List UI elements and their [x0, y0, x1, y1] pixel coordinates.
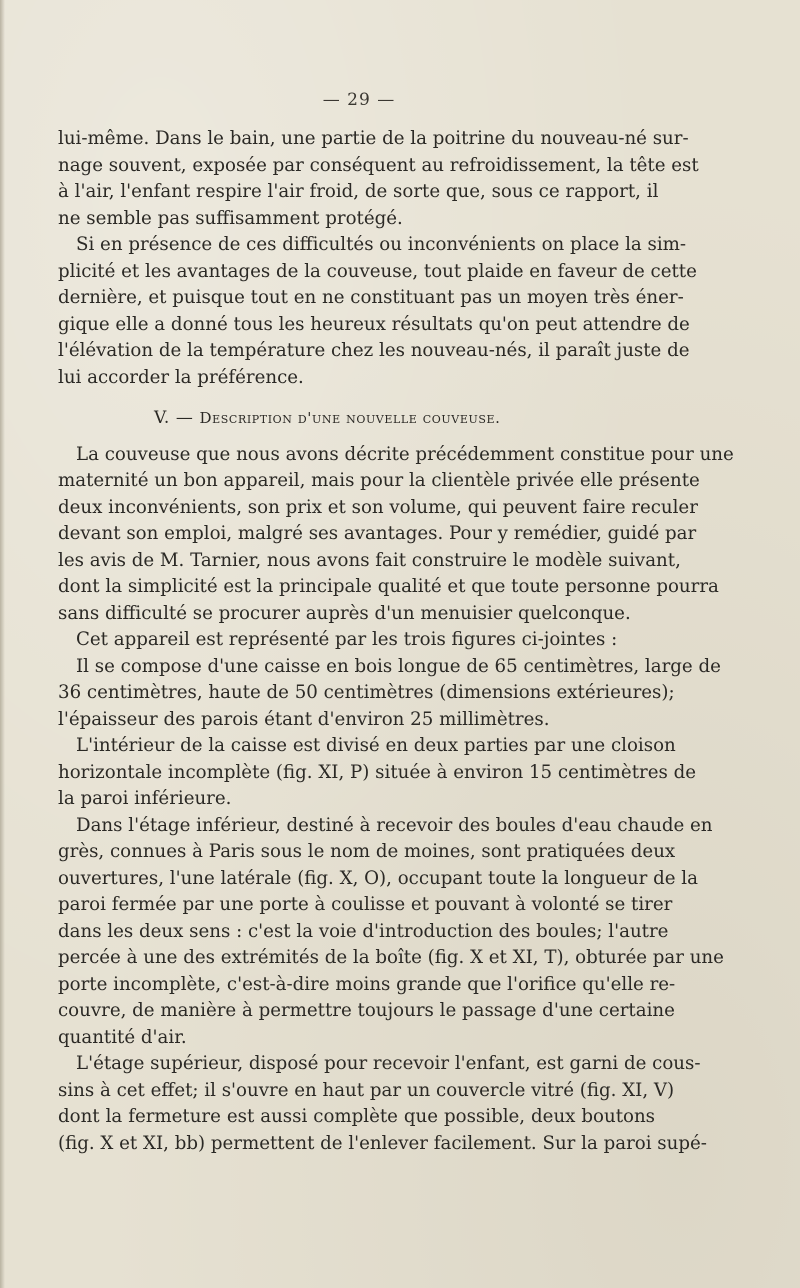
section-title: Description d'une nouvelle couveuse. [199, 409, 501, 427]
text-line: Cet appareil est représenté par les trois figures ci-jointes : [76, 629, 618, 650]
text-line: quantité d'air. [58, 1026, 187, 1048]
text-line: Si en présence de ces difficultés ou inconvénients on place la sim- [76, 234, 687, 255]
text-line: L'intérieur de la caisse est divisé en deux parties par une cloison [76, 735, 676, 756]
paragraph-dimensions [58, 654, 721, 734]
text-line: ne semble pas suffisamment protégé. [58, 207, 403, 229]
text-line: maternité un bon appareil, mais pour la clientèle privée elle présente [58, 470, 700, 491]
text-line: sans difficulté se procurer auprès d'un menuisier quelconque. [58, 602, 631, 624]
text-line: dont la simplicité est la principale qualité et que toute personne pourra [58, 576, 719, 597]
text-line: La couveuse que nous avons décrite précédemment constitue pour une [76, 443, 734, 465]
text-line: sins à cet effet; il s'ouvre en haut par un couvercle vitré (fig. XI, V) [58, 1079, 675, 1101]
text-line: la paroi inférieure. [58, 788, 232, 809]
text-line: deux inconvénients, son prix et son volume, qui peuvent faire reculer [58, 496, 698, 518]
text-line: couvre, de manière à permettre toujours le passage d'une certaine [58, 1000, 675, 1021]
text-line: l'épaisseur des parois étant d'environ 25 millimètres. [58, 708, 550, 730]
paragraph-continuation [58, 126, 699, 232]
paragraph-simplicity [58, 232, 697, 391]
text-line: l'élévation de la température chez les nouveau-nés, il paraît juste de [58, 340, 690, 361]
text-line: paroi fermée par une porte à coulisse et pouvant à volonté se tirer [58, 894, 673, 915]
text-line: Dans l'étage inférieur, destiné à recevoir des boules d'eau chaude en [76, 814, 713, 836]
text-line: L'étage supérieur, disposé pour recevoir l'enfant, est garni de cous- [76, 1053, 701, 1074]
section-number: V. — [154, 408, 194, 428]
text-line: plicité et les avantages de la couveuse, tout plaide en faveur de cette [58, 260, 697, 282]
text-line: grès, connues à Paris sous le nom de moines, sont pratiquées deux [58, 841, 676, 862]
text-line: dont la fermeture est aussi complète que possible, deux boutons [58, 1106, 655, 1127]
text-line: les avis de M. Tarnier, nous avons fait construire le modèle suivant, [58, 549, 681, 571]
text-line: horizontale incomplète (fig. XI, P) située à environ 15 centimètres de [58, 761, 696, 783]
text-line: lui accorder la préférence. [58, 366, 304, 388]
paragraph-intro [58, 442, 734, 628]
text-line: Il se compose d'une caisse en bois longue de 65 centimètres, large de [76, 655, 721, 677]
text-line: (fig. X et XI, bb) permettent de l'enlever facilement. Sur la paroi supé- [58, 1132, 707, 1154]
text-line: nage souvent, exposée par conséquent au refroidissement, la tête est [58, 154, 699, 176]
text-line: dans les deux sens : c'est la voie d'introduction des boules; l'autre [58, 920, 669, 942]
text-line: devant son emploi, malgré ses avantages. Pour y remédier, guidé par [58, 523, 697, 544]
paragraph-figures [58, 627, 655, 654]
paragraph-interior [58, 733, 696, 813]
body-text [58, 126, 734, 1157]
section-heading [58, 405, 655, 432]
text-line: lui-même. Dans le bain, une partie de la poitrine du nouveau-né sur- [58, 128, 689, 149]
page-number: — 29 — [322, 90, 396, 110]
text-line: dernière, et puisque tout en ne constituant pas un moyen très éner- [58, 287, 684, 308]
text-line: à l'air, l'enfant respire l'air froid, de sorte que, sous ce rapport, il [58, 181, 659, 202]
page-edge-shadow [0, 0, 5, 1288]
text-line: gique elle a donné tous les heureux résultats qu'on peut attendre de [58, 313, 690, 335]
paragraph-lower-stage [58, 813, 724, 1052]
text-line: percée à une des extrémités de la boîte (fig. X et XI, T), obturée par une [58, 947, 724, 968]
text-line: porte incomplète, c'est-à-dire moins grande que l'orifice qu'elle re- [58, 973, 676, 995]
text-line: 36 centimètres, haute de 50 centimètres (dimensions extérieures); [58, 682, 675, 703]
text-line: ouvertures, l'une latérale (fig. X, O), occupant toute la longueur de la [58, 867, 698, 889]
paragraph-upper-stage [58, 1051, 707, 1157]
